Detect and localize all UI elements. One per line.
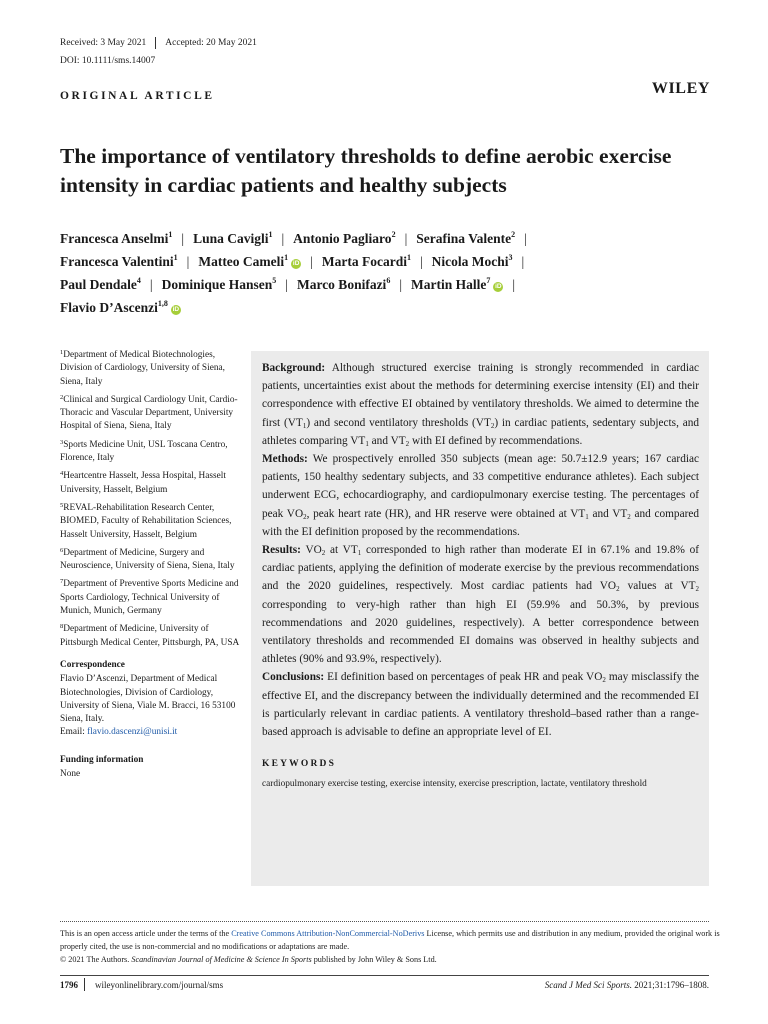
subscript: 1	[365, 439, 369, 448]
author-name-text: Flavio D’Ascenzi	[60, 300, 158, 315]
journal-abbr: Scand J Med Sci Sports.	[544, 980, 632, 990]
author-affiliation-marker: 2	[511, 230, 516, 239]
abstract-conclusions	[262, 668, 699, 741]
journal-citation	[545, 980, 709, 990]
divider	[84, 978, 85, 991]
author-affiliation-marker: 4	[136, 276, 141, 285]
affiliation-item	[60, 394, 240, 434]
copyright-pre: © 2021 The Authors.	[60, 955, 132, 964]
author-name	[432, 254, 513, 269]
author-name	[60, 254, 178, 269]
keywords-heading: KEYWORDS	[262, 759, 337, 770]
affiliation-number: 2	[60, 393, 64, 401]
results-heading: Results:	[262, 544, 301, 557]
author-list	[60, 227, 720, 319]
author-name	[60, 231, 172, 246]
author-name	[193, 231, 272, 246]
author-line	[60, 273, 720, 296]
conclusions-text	[262, 671, 699, 738]
publisher-logo: WILEY	[651, 80, 710, 97]
page-number: 1796	[60, 980, 78, 990]
author-name	[162, 277, 277, 292]
affiliation-number: 4	[60, 470, 64, 478]
results-text	[262, 544, 699, 665]
page-footer-rule	[60, 975, 709, 976]
text-run: , peak heart rate (HR), and HR reserve were obtained at VT	[306, 507, 586, 520]
text-run: EI definition based on percentages of peak HR and peak VO	[327, 671, 603, 684]
text-run: and VT	[368, 434, 406, 447]
affiliation-text: Department of Medical Biotechnologies, Division of Cardiology, University of Siena, Siena, Italy	[60, 350, 225, 387]
subscript: 2	[303, 512, 307, 521]
abstract-methods	[262, 450, 699, 541]
copyright-post: published by John Wiley & Sons Ltd.	[311, 955, 437, 964]
author-separator: |	[419, 254, 423, 269]
funding-heading: Funding information	[60, 754, 144, 765]
affiliation-number: 7	[60, 578, 64, 586]
accepted-date: Accepted: 20 May 2021	[165, 38, 257, 48]
author-name-text: Luna Cavigli	[193, 231, 269, 246]
author-affiliation-marker: 1,8	[157, 299, 168, 308]
affiliation-text: Sports Medicine Unit, USL Toscana Centro, Florence, Italy	[60, 439, 228, 464]
license-text	[60, 927, 720, 953]
methods-heading: Methods:	[262, 453, 308, 466]
text-run: may misclassify the effective EI, and the discrepancy between the individually determined and the recommended EI is particularly relevant in cardiac patients. A ventilatory threshold–based rather than a range-based approach is advisable to define an appropriate level of EI.	[262, 671, 699, 739]
text-run: at VT	[325, 544, 358, 557]
correspondence-email	[60, 726, 240, 739]
affiliation-list	[60, 349, 240, 650]
affiliation-text: Department of Preventive Sports Medicine and Sports Cardiology, Technical University of Munich, Munich, Germany	[60, 579, 239, 617]
author-affiliation-marker: 1	[168, 230, 173, 239]
author-line	[60, 250, 720, 273]
affiliation-item	[60, 470, 240, 497]
author-affiliation-marker: 1	[284, 253, 289, 262]
affiliation-text: Department of Medicine, Surgery and Neuroscience, University of Siena, Siena, Italy	[60, 547, 235, 572]
affiliation-number: 8	[60, 623, 64, 631]
affiliation-item	[60, 623, 240, 650]
affiliation-text: Heartcentre Hasselt, Jessa Hospital, Hasselt University, Hasselt, Belgium	[60, 471, 226, 495]
author-line	[60, 296, 720, 319]
copyright-text	[60, 953, 720, 966]
author-separator: |	[285, 277, 288, 292]
article-title: The importance of ventilatory thresholds to define aerobic exercise intensity in cardiac patients and healthy subjects	[60, 144, 672, 197]
text-run: values at VT	[619, 580, 696, 593]
conclusions-heading: Conclusions:	[262, 671, 325, 684]
author-name	[322, 254, 411, 269]
keywords-text: cardiopulmonary exercise testing, exercise intensity, exercise prescription, lactate, ventilatory threshold	[262, 779, 647, 790]
affiliation-item	[60, 547, 240, 574]
author-affiliation-marker: 1	[173, 253, 178, 262]
subscript: 2	[627, 512, 631, 521]
subscript: 1	[585, 512, 589, 521]
author-affiliation-marker: 6	[386, 276, 391, 285]
abstract-background	[262, 359, 699, 450]
cc-license-link[interactable]: Creative Commons Attribution-NonCommercial-NoDerivs	[231, 929, 425, 938]
subscript: 2	[616, 585, 620, 594]
author-affiliation-marker: 1	[406, 253, 411, 262]
text-run: and compared with the EI definition proposed by the recommendations.	[262, 507, 700, 538]
author-affiliation-marker: 1	[268, 230, 273, 239]
author-separator: |	[186, 254, 190, 269]
funding-text: None	[60, 769, 81, 780]
author-separator: |	[521, 254, 525, 269]
footer-divider	[60, 921, 709, 922]
subscript: 2	[405, 439, 410, 448]
author-name-text: Dominique Hansen	[161, 277, 273, 292]
license-notice	[60, 927, 720, 966]
subscript: 2	[695, 585, 700, 594]
email-label: Email:	[60, 727, 85, 738]
author-name	[198, 254, 301, 269]
author-affiliation-marker: 5	[272, 276, 277, 285]
author-separator: |	[181, 231, 185, 246]
author-name	[416, 231, 515, 246]
author-name-text: Paul Dendale	[60, 277, 137, 292]
text-run: corresponded to high rather than moderate EI in 67.1% and 19.8% of cardiac patients, applying the definition of moderate exercise by the previous recommendations and the 2020 guidelines, respectively. Most cardiac patients had VO	[262, 544, 700, 593]
affiliation-item	[60, 502, 240, 542]
author-separator: |	[149, 277, 153, 292]
author-separator: |	[512, 277, 516, 292]
journal-name: Scandinavian Journal of Medicine & Science In Sports	[131, 955, 312, 964]
citation-detail: 2021;31:1796–1808.	[631, 980, 709, 990]
author-name-text: Francesca Anselmi	[60, 231, 169, 246]
orcid-icon[interactable]: iD	[172, 306, 180, 313]
divider	[155, 37, 156, 49]
author-separator: |	[281, 231, 285, 246]
doi: DOI: 10.1111/sms.14007	[60, 56, 156, 66]
text-run: with EI defined by recommendations.	[409, 434, 583, 447]
text-run: Although structured exercise training is strongly recommended in cardiac patients, uncertainties exist about the methods for determining exercise intensity (EI) and their correspondence with effective EI obtained by ventilatory thresholds. We aimed to determine the first (VT	[262, 362, 699, 429]
author-separator: |	[399, 277, 403, 292]
affiliation-item	[60, 578, 240, 618]
author-separator: |	[404, 231, 408, 246]
author-name-text: Nicola Mochi	[431, 254, 509, 269]
affiliation-text: Clinical and Surgical Cardiology Unit, Cardio-Thoracic and Vascular Department, University Hospital of Siena, Siena, Italy	[60, 394, 238, 432]
affiliation-item	[60, 439, 240, 466]
author-name-text: Serafina Valente	[416, 231, 512, 246]
email-link[interactable]: flavio.dascenzi@unisi.it	[87, 727, 178, 738]
affiliation-number: 6	[60, 546, 64, 554]
orcid-icon[interactable]: iD	[495, 283, 502, 290]
text-run: We prospectively enrolled 350 subjects (mean age: 50.7±12.9 years; 167 cardiac patients, 150 healthy sedentary subjects, and 33 competitive endurance athletes). Each subject underwent ECG, echocardiography, and cardiopulmonary exercise testing. The percentages of peak VO	[262, 453, 700, 520]
subscript: 1	[357, 549, 362, 558]
abstract-results	[262, 541, 699, 668]
affiliation-item	[60, 349, 240, 389]
text-run: and VT	[588, 507, 628, 520]
author-name-text: Matteo Cameli	[198, 254, 285, 269]
affiliation-number: 3	[60, 438, 64, 446]
background-text	[262, 362, 699, 447]
author-line	[60, 227, 720, 250]
author-name	[60, 300, 181, 315]
subscript: 1	[302, 421, 307, 430]
author-name	[411, 277, 503, 292]
orcid-icon[interactable]: iD	[292, 260, 300, 267]
author-name-text: Francesca Valentini	[60, 254, 174, 269]
correspondence-heading: Correspondence	[60, 659, 125, 670]
subscript: 2	[321, 549, 326, 558]
author-name-text: Antonio Pagliaro	[293, 231, 392, 246]
author-name-text: Martin Halle	[411, 277, 487, 292]
text-run: ) in cardiac patients, sedentary subjects, and athletes comparing VT	[262, 416, 700, 447]
author-name	[297, 277, 390, 292]
section-label: ORIGINAL ARTICLE	[60, 90, 215, 102]
affiliation-number: 1	[60, 349, 64, 356]
author-name-text: Marco Bonifazi	[296, 277, 387, 292]
author-affiliation-marker: 7	[486, 276, 491, 285]
sidebar	[60, 349, 240, 781]
text-run: corresponding to very-high rather than high EI (59.9% and 50.3%, by previous recommendations and 2020 guidelines, respectively). A better correspondence between ventilatory thresholds and recommended EI domains was observed in healthy subjects and athletes (90% and 93.9%, respectively).	[262, 598, 699, 666]
license-pre: This is an open access article under the terms of the	[60, 929, 232, 938]
license-post: License, which permits use and distribution in any medium, provided the original work is properly cited, the use is non-commercial and no modifications or adaptations are made.	[60, 929, 720, 951]
methods-text	[262, 453, 699, 538]
author-affiliation-marker: 2	[391, 230, 396, 239]
article-dates	[60, 37, 257, 49]
author-separator: |	[524, 231, 527, 246]
subscript: 2	[602, 676, 606, 685]
affiliation-number: 5	[60, 501, 64, 509]
affiliation-text: REVAL-Rehabilitation Research Center, BIOMED, Faculty of Rehabilitation Sciences, Hasselt University, Hasselt, Belgium	[60, 502, 232, 540]
background-heading: Background:	[262, 362, 326, 374]
text-run: VO	[305, 544, 322, 557]
author-separator: |	[310, 254, 313, 269]
received-date: Received: 3 May 2021	[60, 38, 147, 48]
affiliation-text: Department of Medicine, University of Pittsburgh Medical Center, Pittsburgh, PA, USA	[60, 624, 240, 648]
journal-url[interactable]: wileyonlinelibrary.com/journal/sms	[95, 980, 224, 990]
correspondence-text: Flavio D’Ascenzi, Department of Medical Biotechnologies, Division of Cardiology, University of Siena, Viale M. Bracci, 16 53100 Siena, Italy.	[60, 674, 236, 725]
author-name-text: Marta Focardi	[321, 254, 407, 269]
abstract-box	[251, 351, 709, 886]
subscript: 2	[490, 421, 495, 430]
author-affiliation-marker: 3	[508, 253, 513, 262]
author-name	[60, 277, 141, 292]
author-name	[293, 231, 395, 246]
text-run: ) and second ventilatory thresholds (VT	[306, 416, 491, 429]
